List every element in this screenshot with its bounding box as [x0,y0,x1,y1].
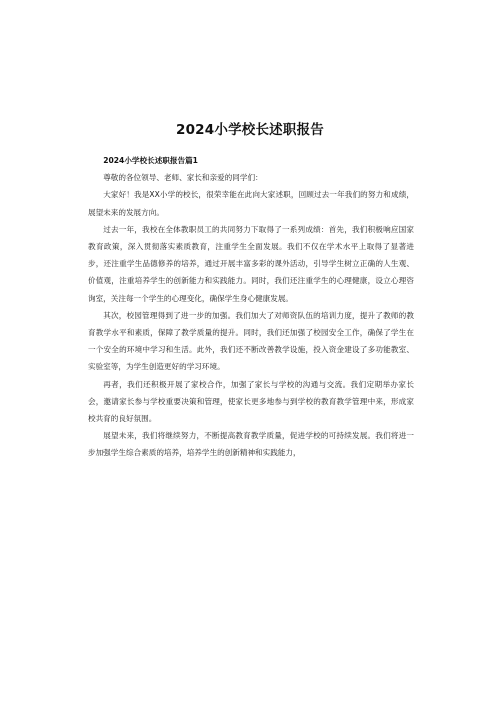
paragraph-achievements: 过去一年，我校在全体教职员工的共同努力下取得了一系列成绩：首先，我们积极响应国家教育政策，深入贯彻落实素质教育，注重学生全面发展。我们不仅在学术水平上取得了显著进步，还注重学生品德修养的培养，通过开展丰富多彩的课外活动，引导学生树立正确的人生观、价值观，注重培养学生的创新能力和实践能力。同时，我们还注重学生的心理健康，设立心理咨询室，关注每一个学生的心理变化，确保学生身心健康发展。 [88,224,414,303]
paragraph-outlook: 展望未来，我们将继续努力，不断提高教育教学质量，促进学校的可持续发展。我们将进一步加强学生综合素质的培养，培养学生的创新精神和实践能力， [88,431,414,458]
paragraph-management: 其次，校园管理得到了进一步的加强。我们加大了对师资队伍的培训力度，提升了教师的教育教学水平和素质，保障了教学质量的提升。同时，我们还加强了校园安全工作，确保了学生在一个安全的环境中学习和生活。此外，我们还不断改善教学设施，投入资金建设了多功能教室、实验室等，为学生创造更好的学习环境。 [88,310,414,372]
section-subtitle: 2024小学校长述职报告篇1 [103,156,198,165]
paragraph-intro: 大家好！我是XX小学的校长，很荣幸能在此向大家述职，回顾过去一年我们的努力和成绩，展望未来的发展方向。 [88,190,414,217]
document-title: 2024小学校长述职报告 [176,122,324,138]
document-body [88,152,414,462]
paragraph-home-school: 再者，我们还积极开展了家校合作，加强了家长与学校的沟通与交流。我们定期举办家长会，邀请家长参与学校重要决策和管理，使家长更多地参与到学校的教育教学管理中来，形成家校共育的良好氛围。 [88,379,414,424]
greeting-line: 尊敬的各位领导、老师、家长和亲爱的同学们： [103,173,263,183]
